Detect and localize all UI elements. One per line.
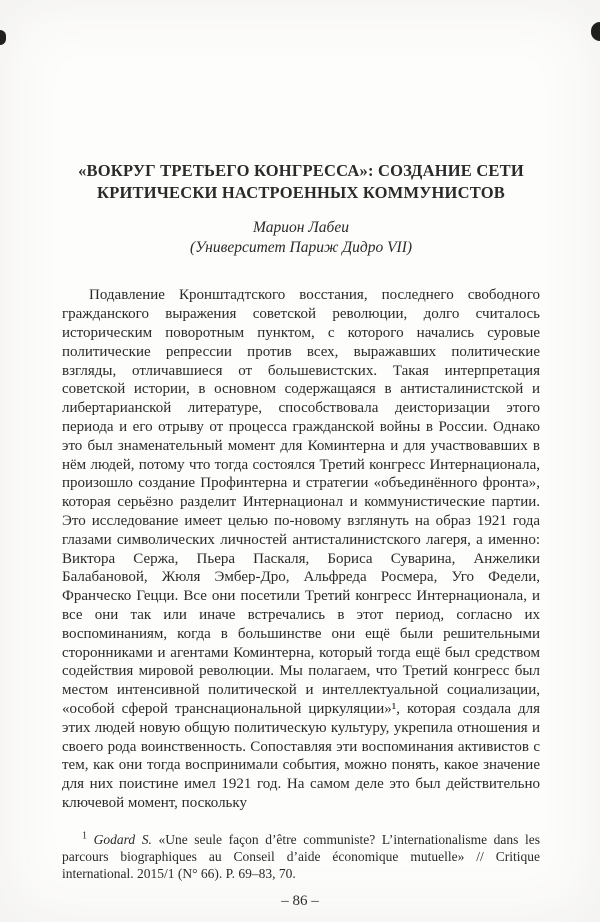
author-affiliation: (Университет Париж Дидро VII) <box>189 238 413 256</box>
footnote-marker: 1 <box>82 830 87 842</box>
page-title-line2: КРИТИЧЕСКИ НАСТРОЕННЫХ КОММУНИСТОВ <box>97 183 505 203</box>
article-body-paragraph: Подавление Кронштадтского восстания, последнего свободного гражданского выражения советской революции, долго считалось историческим поворотным пунктом, с которого начались суровые политические репрессии против всех, выражавших политические взгляды, отличавшиеся от большевистских. Такая интерпретация советской истории, в основном содержащаяся в антисталинистской и либертарианской литературе, способствовала деисторизации этого периода и его отрыву от процесса гражданской войны в России. Однако это был знаменательный момент для Коминтерна и для участвовавших в нём людей, потому что тогда состоялся Третий конгресс Интернационала, произошло создание Профинтерна и стратегии «объединённого фронта», которая серьёзно разделит Интернационал и коммунистические партии. Это исследование имеет целью по-новому взглянуть на образ 1921 года глазами символических личностей антисталинистского лагеря, а именно: Виктора Сержа, Пьера Паскаля, Бориса Суварина, Анжелики Балабановой, Жюля Эмбер-Дро, Альфреда Росмера, Уго Федели, Франческо Гецци. Все они посетили Третий конгресс Интернационала, и все они так или иначе встречались в этот период, согласно их воспоминаниям, когда в большинстве они ещё были решительными сторонниками и агентами Коминтерна, который тогда ещё был средством содействия мировой революции. Мы полагаем, что Третий конгресс был местом интенсивной политической и интеллектуальной социализации, «особой сферой транснациональной циркуляции»¹, которая создала для этих людей новую общую политическую культуру, укрепила отношения и своего рода воинственность. Сопоставляя эти воспоминания активистов с тем, как они тогда воспринимали события, можно понять, какое значение для них поистине имел 1921 год. На самом деле это был действительно ключевой момент, поскольку <box>62 287 540 811</box>
footnote-text: «Une seule façon d’être communiste? L’internationalisme dans les parcours biographiques au Conseil d’aide économique mutuelle» // Critique international. 2015/1 (N° 66). P. 69–83, 70. <box>62 831 541 882</box>
scan-artifact-right <box>591 22 600 41</box>
page-number: – 86 – <box>281 893 319 909</box>
author-name: Марион Лабеи <box>253 218 349 236</box>
scan-artifact-left <box>0 30 6 45</box>
footnote-author: Godard S. <box>93 831 152 847</box>
footnote <box>62 831 540 883</box>
page-title-line1: «ВОКРУГ ТРЕТЬЕГО КОНГРЕССА»: СОЗДАНИЕ СЕТИ <box>78 161 524 180</box>
author-block <box>62 218 540 259</box>
page-title <box>62 160 540 205</box>
